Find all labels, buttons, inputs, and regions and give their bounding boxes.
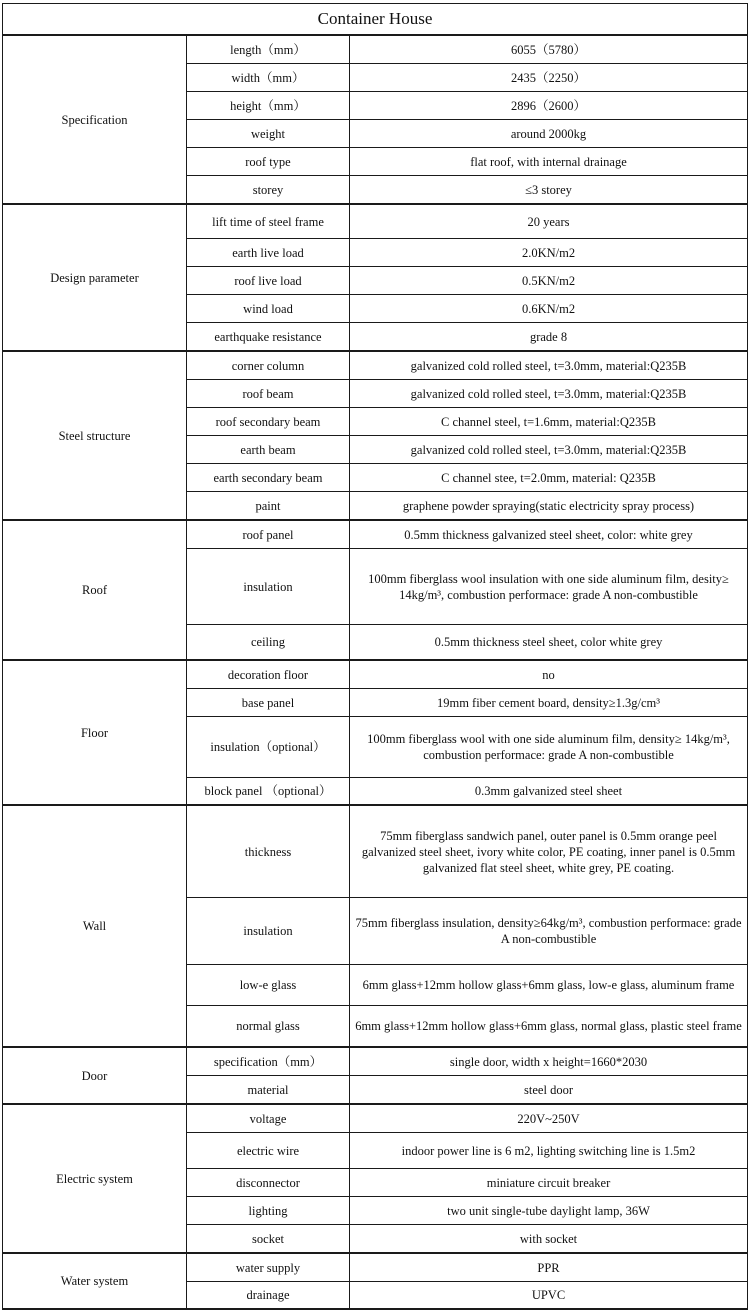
parameter-name: voltage [187,1104,350,1133]
parameter-value: graphene powder spraying(static electricity spray process) [350,492,748,521]
parameter-name: earthquake resistance [187,323,350,352]
parameter-value: miniature circuit breaker [350,1169,748,1197]
parameter-value: 2435（2250） [350,64,748,92]
parameter-name: height（mm） [187,92,350,120]
parameter-value: 0.6KN/m2 [350,295,748,323]
category-door: Door [3,1047,187,1104]
parameter-value: 19mm fiber cement board, density≥1.3g/cm³ [350,689,748,717]
parameter-name: roof live load [187,267,350,295]
parameter-name: thickness [187,805,350,898]
parameter-value: 0.5KN/m2 [350,267,748,295]
parameter-value: no [350,660,748,689]
table-row [3,1104,748,1133]
parameter-value: 0.5mm thickness galvanized steel sheet, color: white grey [350,520,748,549]
parameter-value: indoor power line is 6 m2, lighting switching line is 1.5m2 [350,1133,748,1169]
parameter-value: grade 8 [350,323,748,352]
parameter-name: earth live load [187,239,350,267]
parameter-name: weight [187,120,350,148]
parameter-name: paint [187,492,350,521]
parameter-name: earth beam [187,436,350,464]
category-wall: Wall [3,805,187,1047]
category-design-parameter: Design parameter [3,204,187,351]
parameter-value: PPR [350,1253,748,1282]
parameter-value: ≤3 storey [350,176,748,205]
parameter-name: block panel （optional） [187,778,350,806]
parameter-name: width（mm） [187,64,350,92]
spec-table [2,3,748,1310]
parameter-value: galvanized cold rolled steel, t=3.0mm, material:Q235B [350,436,748,464]
table-row [3,351,748,380]
parameter-name: normal glass [187,1006,350,1048]
parameter-name: disconnector [187,1169,350,1197]
category-floor: Floor [3,660,187,805]
category-roof: Roof [3,520,187,660]
table-row [3,520,748,549]
parameter-value: 100mm fiberglass wool with one side aluminum film, density≥ 14kg/m³, combustion performace: grade A non-combustible [350,717,748,778]
parameter-value: 6mm glass+12mm hollow glass+6mm glass, normal glass, plastic steel frame [350,1006,748,1048]
parameter-value: steel door [350,1076,748,1105]
parameter-name: low-e glass [187,965,350,1006]
parameter-name: insulation [187,898,350,965]
parameter-value: around 2000kg [350,120,748,148]
parameter-name: insulation（optional） [187,717,350,778]
parameter-value: flat roof, with internal drainage [350,148,748,176]
category-specification: Specification [3,35,187,204]
parameter-name: roof beam [187,380,350,408]
parameter-name: base panel [187,689,350,717]
table-row [3,1253,748,1282]
parameter-name: material [187,1076,350,1105]
parameter-value: 0.5mm thickness steel sheet, color white grey [350,625,748,661]
table-row [3,1047,748,1076]
parameter-value: 2896（2600） [350,92,748,120]
parameter-name: drainage [187,1282,350,1310]
parameter-value: 6055（5780） [350,35,748,64]
parameter-name: roof secondary beam [187,408,350,436]
parameter-value: 6mm glass+12mm hollow glass+6mm glass, low-e glass, aluminum frame [350,965,748,1006]
parameter-name: lighting [187,1197,350,1225]
parameter-name: storey [187,176,350,205]
table-title: Container House [3,4,748,36]
parameter-value: 75mm fiberglass insulation, density≥64kg/m³, combustion performace: grade A non-combustible [350,898,748,965]
parameter-value: two unit single-tube daylight lamp, 36W [350,1197,748,1225]
parameter-value: with socket [350,1225,748,1254]
parameter-value: 0.3mm galvanized steel sheet [350,778,748,806]
parameter-name: specification（mm） [187,1047,350,1076]
parameter-name: ceiling [187,625,350,661]
spec-table-body [3,4,748,1310]
category-steel-structure: Steel structure [3,351,187,520]
parameter-name: length（mm） [187,35,350,64]
category-water-system: Water system [3,1253,187,1309]
parameter-name: roof panel [187,520,350,549]
parameter-value: 2.0KN/m2 [350,239,748,267]
table-row [3,805,748,898]
table-row [3,660,748,689]
parameter-name: electric wire [187,1133,350,1169]
parameter-value: 75mm fiberglass sandwich panel, outer panel is 0.5mm orange peel galvanized steel sheet, ivory white color, PE coating, inner panel is 0.5mm galvanized flat steel sheet, white grey, PE coating. [350,805,748,898]
parameter-value: C channel stee, t=2.0mm, material: Q235B [350,464,748,492]
parameter-name: socket [187,1225,350,1254]
parameter-value: 220V~250V [350,1104,748,1133]
title-row [3,4,748,36]
parameter-name: lift time of steel frame [187,204,350,239]
parameter-value: 20 years [350,204,748,239]
parameter-value: galvanized cold rolled steel, t=3.0mm, material:Q235B [350,380,748,408]
table-row [3,35,748,64]
parameter-name: corner column [187,351,350,380]
parameter-value: UPVC [350,1282,748,1310]
parameter-name: decoration floor [187,660,350,689]
category-electric-system: Electric system [3,1104,187,1253]
parameter-value: single door, width x height=1660*2030 [350,1047,748,1076]
parameter-value: 100mm fiberglass wool insulation with one side aluminum film, desity≥ 14kg/m³, combustion performace: grade A non-combustible [350,549,748,625]
parameter-name: insulation [187,549,350,625]
parameter-name: roof type [187,148,350,176]
parameter-name: wind load [187,295,350,323]
parameter-name: earth secondary beam [187,464,350,492]
parameter-value: galvanized cold rolled steel, t=3.0mm, material:Q235B [350,351,748,380]
parameter-name: water supply [187,1253,350,1282]
table-row [3,204,748,239]
parameter-value: C channel steel, t=1.6mm, material:Q235B [350,408,748,436]
